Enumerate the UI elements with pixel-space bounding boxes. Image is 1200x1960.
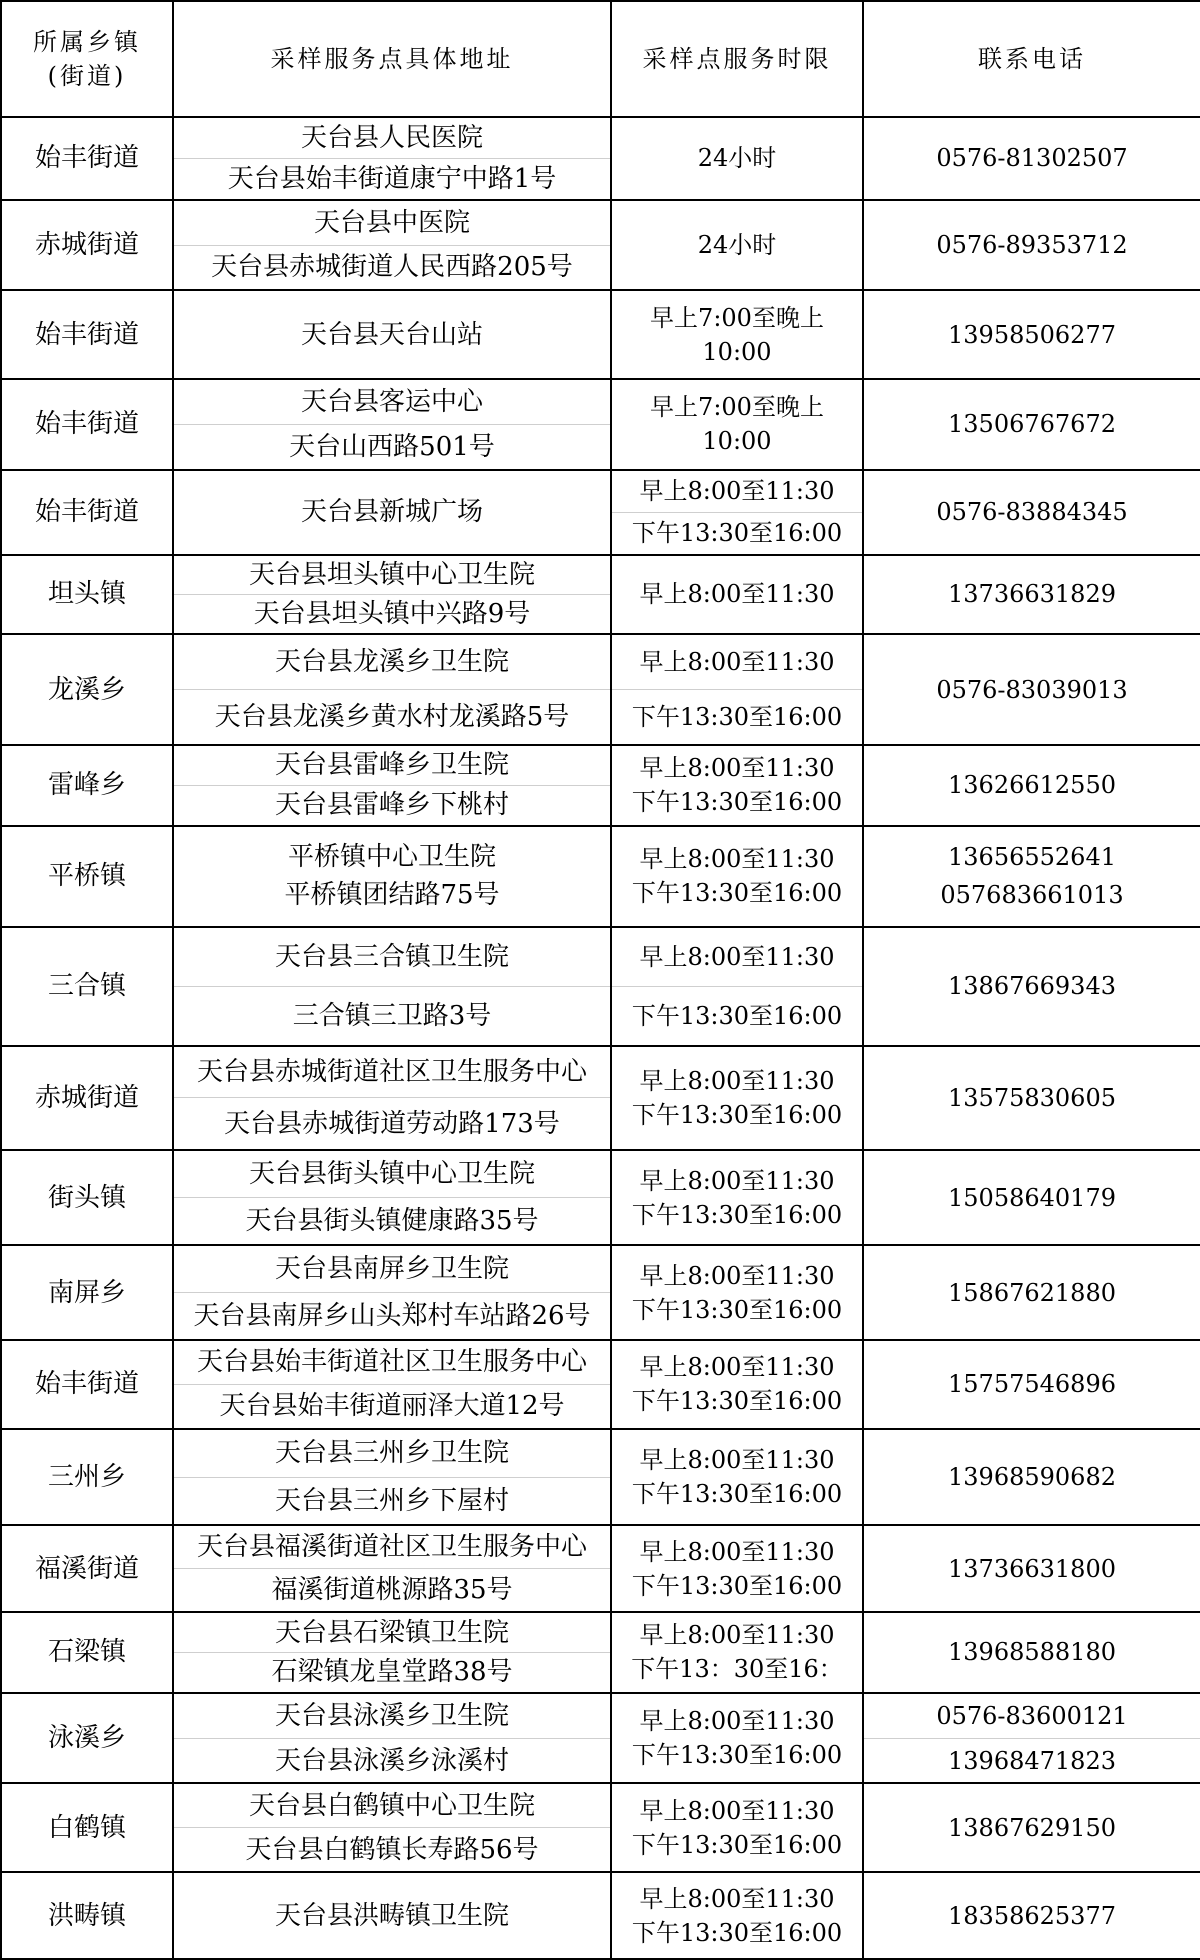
- address-line: 天台县泳溪乡泳溪村: [174, 1738, 610, 1783]
- hours-line: 下午13:30至16:00: [631, 1571, 843, 1600]
- phone-cell: [863, 745, 1200, 826]
- address-line: 天台县泳溪乡卫生院: [274, 1700, 509, 1731]
- address-line: 天台县龙溪乡黄水村龙溪路5号: [174, 689, 610, 744]
- phone-number: 13867629150: [948, 1813, 1116, 1842]
- hours-line: 下午13:30至16:00: [631, 1295, 843, 1324]
- hours-line: 早上8:00至11:30: [639, 1707, 835, 1736]
- phone-cell: [863, 379, 1200, 470]
- hours-line: 24小时: [697, 231, 777, 260]
- hours-line: 24小时: [697, 144, 777, 173]
- table-row: [1, 634, 1200, 745]
- address-line: 天台县赤城街道社区卫生服务中心: [196, 1056, 587, 1087]
- table-row: [1, 1525, 1200, 1612]
- phone-number: 15867621880: [948, 1278, 1116, 1307]
- address-cell: [173, 927, 611, 1046]
- hours-line: 早上8:00至11:30: [639, 845, 835, 874]
- phone-cell: [863, 1150, 1200, 1245]
- hours-cell: [611, 379, 863, 470]
- hours-cell: [611, 1150, 863, 1245]
- town-cell: 福溪街道: [1, 1525, 173, 1612]
- phone-cell: [863, 1693, 1200, 1784]
- phone-number: 13968588180: [948, 1638, 1116, 1667]
- hours-cell: [611, 1783, 863, 1872]
- phone-cell: [863, 117, 1200, 200]
- header-row: [1, 1, 1200, 117]
- phone-cell: [863, 1046, 1200, 1151]
- town-cell: 始丰街道: [1, 470, 173, 555]
- header-address: 采样服务点具体地址: [173, 1, 611, 117]
- address-cell: [173, 290, 611, 379]
- town-cell: 雷峰乡: [1, 745, 173, 826]
- hours-cell: [611, 290, 863, 379]
- phone-number: 0576-81302507: [936, 144, 1128, 173]
- address-line: 天台县坦头镇中兴路9号: [174, 594, 610, 633]
- town-cell: 南屏乡: [1, 1245, 173, 1340]
- table-row: [1, 1783, 1200, 1872]
- address-cell: [173, 1429, 611, 1526]
- phone-cell: [863, 290, 1200, 379]
- town-cell: 赤城街道: [1, 1046, 173, 1151]
- address-cell: [173, 1245, 611, 1340]
- address-line: 福溪街道桃源路35号: [174, 1568, 610, 1611]
- town-cell: 泳溪乡: [1, 1693, 173, 1784]
- phone-cell: [863, 470, 1200, 555]
- hours-line: 下午13:30至16:00: [631, 788, 843, 817]
- hours-line: 下午13:30至16:00: [631, 1200, 843, 1229]
- hours-line: 早上8:00至11:30: [639, 1446, 835, 1474]
- hours-line: 下午13:30至16:00: [612, 689, 862, 744]
- hours-line: 下午13:30至16:00: [612, 986, 862, 1045]
- phone-number: 0576-83884345: [936, 498, 1128, 527]
- phone-number: 13736631829: [948, 580, 1116, 609]
- phone-cell: [863, 1429, 1200, 1526]
- address-cell: [173, 1525, 611, 1612]
- address-line: 天台县雷峰乡卫生院: [274, 750, 509, 781]
- hours-line: 早上8:00至11:30: [639, 648, 835, 677]
- address-line: 天台县始丰街道社区卫生服务中心: [196, 1347, 587, 1378]
- phone-cell: [863, 200, 1200, 291]
- address-cell: [173, 117, 611, 200]
- table-row: [1, 555, 1200, 635]
- phone-cell: [863, 1612, 1200, 1693]
- hours-cell: [611, 1245, 863, 1340]
- hours-line: 早上7:00至晚上: [650, 303, 824, 332]
- address-cell: [173, 745, 611, 826]
- address-line: 天台县天台山站: [300, 319, 483, 350]
- phone-number: 13968471823: [864, 1738, 1200, 1783]
- hours-cell: [611, 1693, 863, 1784]
- table-row: [1, 1693, 1200, 1784]
- hours-line: 早上8:00至11:30: [639, 1166, 835, 1195]
- table-row: [1, 1046, 1200, 1151]
- phone-number: 13506767672: [948, 410, 1116, 439]
- phone-number: 13626612550: [948, 771, 1116, 800]
- table-row: [1, 1245, 1200, 1340]
- table-row: [1, 379, 1200, 470]
- phone-number: 18358625377: [948, 1901, 1116, 1930]
- address-line: 天台县始丰街道丽泽大道12号: [174, 1384, 610, 1428]
- hours-cell: [611, 745, 863, 826]
- table-row: [1, 1429, 1200, 1526]
- hours-line: 早上8:00至11:30: [639, 1884, 835, 1913]
- address-line: 天台县石梁镇卫生院: [274, 1617, 509, 1648]
- table-row: [1, 1612, 1200, 1693]
- table-row: [1, 1340, 1200, 1429]
- hours-cell: [611, 1429, 863, 1526]
- address-line: 天台县新城广场: [300, 497, 483, 528]
- hours-line: 下午13:30至16:00: [631, 879, 843, 908]
- hours-line: 下午13：30至16：: [631, 1655, 843, 1684]
- hours-line: 早上8:00至11:30: [639, 1796, 835, 1825]
- address-line: 平桥镇中心卫生院: [287, 842, 496, 873]
- town-cell: 始丰街道: [1, 290, 173, 379]
- hours-line: 早上8:00至11:30: [639, 1353, 835, 1382]
- address-line: 天台县人民医院: [300, 122, 483, 153]
- hours-cell: [611, 1340, 863, 1429]
- address-line: 天台山西路501号: [174, 424, 610, 469]
- phone-number: 15058640179: [948, 1183, 1116, 1212]
- address-cell: [173, 1340, 611, 1429]
- phone-number: 13968590682: [948, 1463, 1116, 1491]
- address-cell: [173, 1783, 611, 1872]
- address-line: 天台县街头镇健康路35号: [174, 1197, 610, 1244]
- phone-cell: [863, 927, 1200, 1046]
- table-row: [1, 290, 1200, 379]
- hours-cell: [611, 117, 863, 200]
- address-line: 天台县客运中心: [300, 387, 483, 418]
- address-line: 天台县赤城街道劳动路173号: [174, 1097, 610, 1149]
- hours-line: 早上8:00至11:30: [639, 477, 835, 506]
- hours-cell: [611, 927, 863, 1046]
- address-line: 天台县赤城街道人民西路205号: [174, 245, 610, 290]
- town-cell: 坦头镇: [1, 555, 173, 635]
- phone-number: 13867669343: [948, 972, 1116, 1001]
- address-cell: [173, 1693, 611, 1784]
- address-cell: [173, 634, 611, 745]
- hours-line: 早上8:00至11:30: [639, 1261, 835, 1290]
- address-line: 三合镇三卫路3号: [174, 986, 610, 1045]
- address-line: 天台县福溪街道社区卫生服务中心: [196, 1532, 587, 1563]
- hours-line: 早上8:00至11:30: [639, 1621, 835, 1650]
- phone-number: 0576-83600121: [936, 1701, 1128, 1730]
- hours-line: 下午13:30至16:00: [631, 1741, 843, 1770]
- hours-cell: [611, 1046, 863, 1151]
- address-line: 天台县街头镇中心卫生院: [248, 1159, 535, 1190]
- town-cell: 白鹤镇: [1, 1783, 173, 1872]
- address-line: 平桥镇团结路75号: [284, 880, 500, 911]
- hours-cell: [611, 555, 863, 635]
- town-cell: 始丰街道: [1, 117, 173, 200]
- hours-line: 早上8:00至11:30: [639, 1537, 835, 1566]
- address-line: 天台县坦头镇中心卫生院: [248, 559, 535, 590]
- phone-number: 13656552641: [948, 843, 1116, 872]
- address-line: 天台县三州乡下屋村: [174, 1477, 610, 1525]
- hours-line: 10:00: [702, 337, 772, 366]
- phone-number: 13958506277: [948, 320, 1116, 349]
- town-cell: 平桥镇: [1, 826, 173, 927]
- town-cell: 洪畴镇: [1, 1872, 173, 1959]
- address-line: 天台县南屏乡山头郑村车站路26号: [174, 1292, 610, 1339]
- address-line: 天台县始丰街道康宁中路1号: [174, 158, 610, 199]
- header-hours: 采样点服务时限: [611, 1, 863, 117]
- hours-line: 下午13:30至16:00: [631, 1100, 843, 1129]
- address-line: 天台县三合镇卫生院: [274, 941, 509, 972]
- address-line: 天台县中医院: [313, 207, 470, 238]
- town-cell: 赤城街道: [1, 200, 173, 291]
- address-cell: [173, 379, 611, 470]
- hours-cell: [611, 1872, 863, 1959]
- hours-line: 下午13:30至16:00: [612, 512, 862, 554]
- phone-number: 13736631800: [948, 1554, 1116, 1583]
- town-cell: 始丰街道: [1, 379, 173, 470]
- hours-line: 早上8:00至11:30: [639, 580, 835, 609]
- address-cell: [173, 1150, 611, 1245]
- table-row: [1, 826, 1200, 927]
- address-line: 天台县南屏乡卫生院: [274, 1254, 509, 1285]
- address-line: 天台县雷峰乡下桃村: [174, 785, 610, 825]
- phone-cell: [863, 1245, 1200, 1340]
- hours-line: 10:00: [702, 427, 772, 456]
- phone-cell: [863, 826, 1200, 927]
- header-town-line: 所属乡镇: [33, 28, 141, 56]
- address-line: 天台县三州乡卫生院: [274, 1438, 509, 1469]
- hours-cell: [611, 200, 863, 291]
- phone-number: 0576-89353712: [936, 231, 1128, 260]
- address-line: 石梁镇龙皇堂路38号: [174, 1652, 610, 1692]
- phone-number: 13575830605: [948, 1083, 1116, 1112]
- address-cell: [173, 555, 611, 635]
- hours-line: 早上8:00至11:30: [639, 942, 835, 971]
- hours-line: 早上8:00至11:30: [639, 754, 835, 783]
- hours-line: 下午13:30至16:00: [631, 1387, 843, 1416]
- header-town: [1, 1, 173, 117]
- hours-line: 下午13:30至16:00: [631, 1830, 843, 1859]
- address-line: 天台县白鹤镇长寿路56号: [174, 1827, 610, 1871]
- town-cell: 龙溪乡: [1, 634, 173, 745]
- address-cell: [173, 470, 611, 555]
- address-line: 天台县龙溪乡卫生院: [274, 647, 509, 678]
- phone-cell: [863, 555, 1200, 635]
- hours-cell: [611, 470, 863, 555]
- town-cell: 街头镇: [1, 1150, 173, 1245]
- header-town-line: (街道): [47, 62, 127, 90]
- address-cell: [173, 826, 611, 927]
- phone-number: 0576-83039013: [936, 675, 1128, 704]
- hours-cell: [611, 1525, 863, 1612]
- phone-cell: [863, 1872, 1200, 1959]
- town-cell: 三合镇: [1, 927, 173, 1046]
- table-row: [1, 117, 1200, 200]
- phone-number: 057683661013: [940, 881, 1124, 910]
- address-cell: [173, 1612, 611, 1693]
- phone-cell: [863, 1783, 1200, 1872]
- town-cell: 石梁镇: [1, 1612, 173, 1693]
- hours-line: 下午13:30至16:00: [631, 1918, 843, 1947]
- table-row: [1, 927, 1200, 1046]
- hours-cell: [611, 1612, 863, 1693]
- hours-line: 下午13:30至16:00: [631, 1480, 843, 1508]
- table-row: [1, 745, 1200, 826]
- table-body: [1, 117, 1200, 1959]
- table-row: [1, 200, 1200, 291]
- address-cell: [173, 1872, 611, 1959]
- phone-number: 15757546896: [948, 1370, 1116, 1399]
- hours-line: 早上7:00至晚上: [650, 393, 824, 422]
- address-cell: [173, 200, 611, 291]
- header-phone: 联系电话: [863, 1, 1200, 117]
- hours-cell: [611, 826, 863, 927]
- hours-cell: [611, 634, 863, 745]
- table-row: [1, 470, 1200, 555]
- address-line: 天台县白鹤镇中心卫生院: [248, 1790, 535, 1821]
- address-cell: [173, 1046, 611, 1151]
- town-cell: 始丰街道: [1, 1340, 173, 1429]
- hours-line: 早上8:00至11:30: [639, 1066, 835, 1095]
- phone-cell: [863, 1525, 1200, 1612]
- phone-cell: [863, 634, 1200, 745]
- table-row: [1, 1872, 1200, 1959]
- town-cell: 三州乡: [1, 1429, 173, 1526]
- phone-cell: [863, 1340, 1200, 1429]
- address-line: 天台县洪畴镇卫生院: [274, 1900, 509, 1931]
- table-row: [1, 1150, 1200, 1245]
